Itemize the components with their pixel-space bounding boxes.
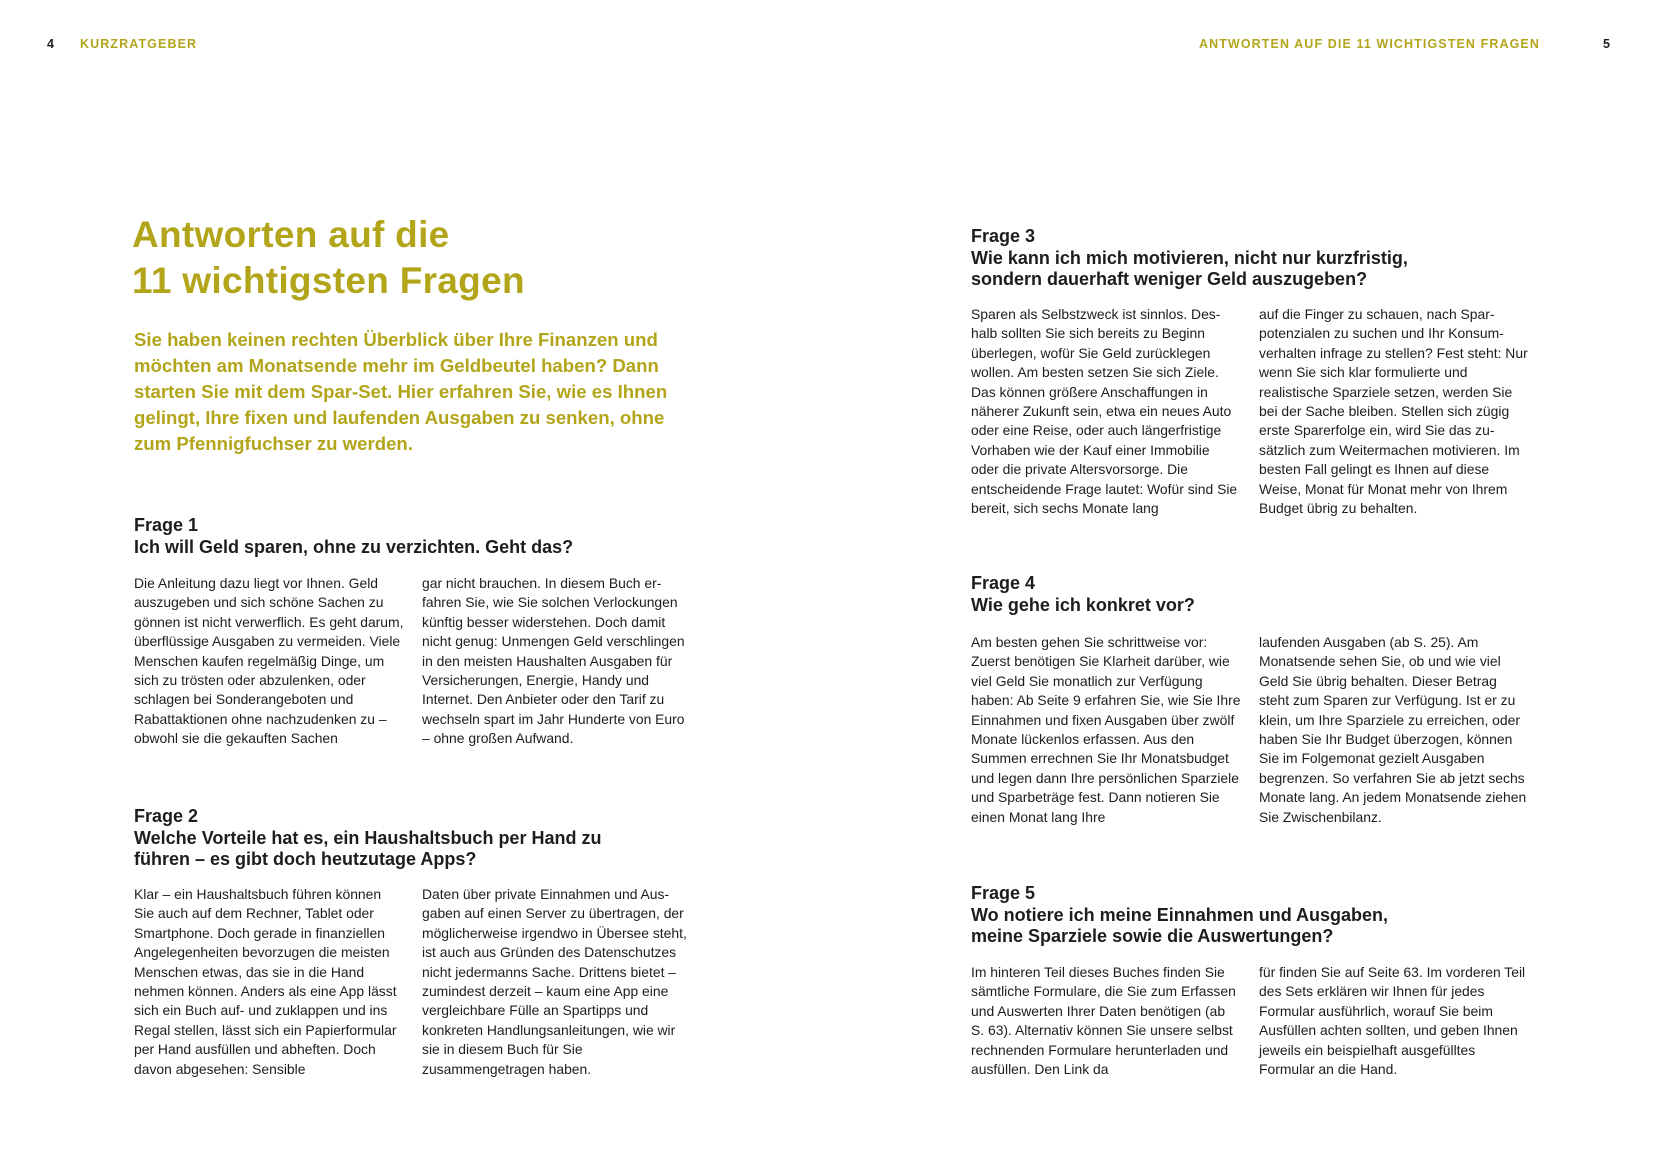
question-4-text-col-1: Am besten gehen Sie schrittweise vor: Zuerst benötigen Sie Klarheit darüber, wie viel Geld Sie monatlich zur Verfügung haben: Ab Seite 9 erfahren Sie, wie Sie Ihre Einnahmen und fixen Ausgaben über zwölf Monate lückenlos erfassen. Aus den Summen errechnen Sie Ihr Monatsbudget und legen dann Ihre persönlichen Sparziele und Sparbeträge fest. Dann notieren Sie einen Monat lang Ihre xyxy=(971,634,1241,825)
question-2-title-line-2: führen – es gibt doch heutzutage Apps? xyxy=(134,849,477,869)
question-3-text-col-2: auf die Finger zu schauen, nach Sparpotenzialen zu suchen und Ihr Konsumverhalten infrage zu stellen? Fest steht: Nur wenn Sie sich klar formulierte und realistische Sparziele setzen, werden Sie bei der Sache bleiben. Stellen sich zügig erste Sparerfolge ein, wird Sie das zusätzlich zum Weitermachen motivieren. Im besten Fall gelingt es Ihnen auf diese Weise, Monat für Monat mehr von Ihrem Budget übrig zu behalten. xyxy=(1259,306,1528,517)
question-2-text-col-2: Daten über private Einnahmen und Ausgaben auf einen Server zu übertragen, der möglicherweise irgendwo in Übersee steht, ist auch aus Gründen des Datenschutzes nicht jedermanns Sache. Drittens bietet – zumindest derzeit – kaum eine App eine vergleichbare Fülle an Spartipps und konkreten Handlungsanleitungen, wie wir sie in diesem Buch für Sie zusammengetragen haben. xyxy=(422,886,687,1077)
question-2-text-col-1: Klar – ein Haushaltsbuch führen können Sie auch auf dem Rechner, Tablet oder Smartphone. Doch gerade in finanziellen Angelegenheiten bevorzugen die meisten Menschen etwas, das sie in die Hand nehmen können. Anders als eine App lässt sich ein Buch auf- und zuklappen und ins Regal stellen, lässt sich ein Papierformular per Hand ausfüllen und abheften. Doch davon abgesehen: Sensible xyxy=(134,886,397,1077)
question-4-heading xyxy=(971,573,1531,616)
right-running-title: ANTWORTEN AUF DIE 11 WICHTIGSTEN FRAGEN xyxy=(1198,37,1540,51)
question-5-title-line-1: Wo notiere ich meine Einnahmen und Ausgaben, xyxy=(971,904,1389,925)
chapter-title xyxy=(132,212,525,304)
question-5-text-col-2: für finden Sie auf Seite 63. Im vorderen Teil des Sets erklären wir Ihnen für jedes Formular ausführlich, worauf Sie beim Ausfüllen achten sollten, und geben Ihnen jeweils ein beispielhaft ausgefülltes Formular an die Hand. xyxy=(1259,964,1526,1078)
right-page-number: 5 xyxy=(1602,37,1611,51)
question-3-title-line-2: sondern dauerhaft weniger Geld auszugeben? xyxy=(971,269,1368,289)
question-3-heading xyxy=(971,226,1531,291)
question-5-title-line-2: meine Sparziele sowie die Auswertungen? xyxy=(971,926,1334,946)
question-5-text-col-1: Im hinteren Teil dieses Buches finden Sie sämtliche Formulare, die Sie zum Erfassen und Auswerten Ihrer Daten benötigen (ab S. 63). Alternativ können Sie unsere selbst rechnenden Formulare herunterladen und ausfüllen. Den Link da xyxy=(971,964,1236,1078)
question-1-text-col-2: gar nicht brauchen. In diesem Buch erfahren Sie, wie Sie solchen Verlockungen künftig besser widerstehen. Doch damit nicht genug: Unmengen Geld verschlingen in den meisten Haushalten Ausgaben für Versicherungen, Energie, Handy und Internet. Den Anbieter oder den Tarif zu wechseln spart im Jahr Hunderte von Euro – ohne großen Aufwand. xyxy=(422,575,685,747)
question-3-label: Frage 3 xyxy=(971,226,1036,246)
question-3-title-line-1: Wie kann ich mich motivieren, nicht nur kurzfristig, xyxy=(971,247,1408,268)
question-1-label: Frage 1 xyxy=(134,515,199,535)
question-5-label: Frage 5 xyxy=(971,883,1036,903)
question-2-heading xyxy=(134,806,694,871)
question-3-text-col-1: Sparen als Selbstzweck ist sinnlos. Deshalb sollten Sie sich bereits zu Beginn überlegen, wofür Sie Geld zurücklegen wollen. Am besten setzen Sie sich Ziele. Das können größere Anschaffungen in näherer Zukunft sein, etwa ein neues Auto oder eine Reise, oder auch längerfristige Vorhaben wie der Kauf einer Immobilie oder die private Altersvorsorge. Die entscheidende Frage lautet: Wofür sind Sie bereit, sich sechs Monate lang xyxy=(971,306,1238,517)
question-1-heading xyxy=(134,515,694,558)
question-4-label: Frage 4 xyxy=(971,573,1036,593)
question-1-text-col-1: Die Anleitung dazu liegt vor Ihnen. Geld auszugeben und sich schöne Sachen zu gönnen ist nicht verwerflich. Es geht darum, überflüssige Ausgaben zu vermeiden. Viele Menschen kaufen regelmäßig Dinge, um sich zu trösten oder abzulenken, oder schlagen bei Sonderangeboten und Rabattaktionen ohne nachzudenken zu – obwohl sie die gekauften Sachen xyxy=(134,575,404,747)
question-2-title-line-1: Welche Vorteile hat es, ein Haushaltsbuch per Hand zu xyxy=(134,827,602,848)
question-5-heading xyxy=(971,883,1531,948)
question-1-title-line-1: Ich will Geld sparen, ohne zu verzichten. Geht das? xyxy=(134,536,574,557)
chapter-title-line-2: 11 wichtigsten Fragen xyxy=(132,260,525,301)
chapter-title-line-1: Antworten auf die xyxy=(132,214,450,255)
question-2-label: Frage 2 xyxy=(134,806,199,826)
question-4-text-col-2: laufenden Ausgaben (ab S. 25). Am Monatsende sehen Sie, ob und wie viel Geld Sie übrig behalten. Dieser Betrag steht zum Sparen zur Verfügung. Ist er zu klein, um Ihre Sparziele zu erreichen, oder haben Sie Ihr Budget überzogen, können Sie im Folgemonat gezielt Ausgaben begrenzen. So verfahren Sie ab jetzt sechs Monate lang. An jedem Monatsende ziehen Sie Zwischenbilanz. xyxy=(1259,634,1527,825)
intro-paragraph: Sie haben keinen rechten Überblick über Ihre Finanzen und möchten am Monatsende mehr im Geldbeutel haben? Dann starten Sie mit dem Spar-Set. Hier erfahren Sie, wie es Ihnen gelingt, Ihre fixen und laufenden Ausgaben zu senken, ohne zum Pfennigfuchser zu werden. xyxy=(134,329,668,454)
left-running-title: KURZRATGEBER xyxy=(80,37,198,51)
left-page-number: 4 xyxy=(47,37,56,51)
question-4-title-line-1: Wie gehe ich konkret vor? xyxy=(971,594,1195,615)
